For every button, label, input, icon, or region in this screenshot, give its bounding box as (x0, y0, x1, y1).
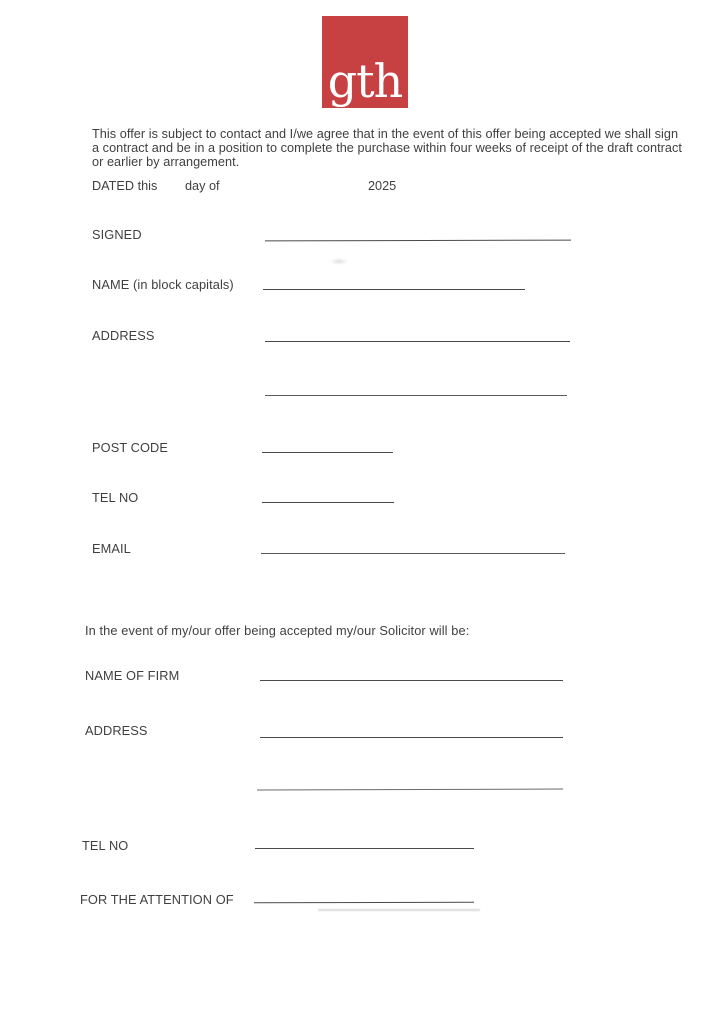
solicitor-intro-text: In the event of my/our offer being accepted my/our Solicitor will be: (85, 623, 470, 638)
signed-label: SIGNED (92, 227, 142, 242)
offer-terms-paragraph (92, 127, 683, 169)
dated-row (0, 179, 724, 195)
year-label: 2025 (368, 179, 397, 193)
day-of-label: day of (185, 179, 220, 193)
postcode-label: POST CODE (92, 440, 169, 455)
solicitor-tel-label: TEL NO (82, 838, 129, 853)
email-label: EMAIL (92, 541, 131, 556)
gth-logo (322, 16, 408, 108)
address-line-2 (265, 395, 567, 396)
solicitor-address-line-1 (260, 737, 563, 738)
dated-this-label: DATED this (92, 179, 158, 193)
attention-of-label: FOR THE ATTENTION OF (80, 892, 234, 907)
tel-line (262, 502, 394, 503)
scan-artifact-echo-line (318, 909, 480, 911)
name-label: NAME (in block capitals) (92, 277, 234, 292)
signed-line (265, 240, 571, 242)
address-label: ADDRESS (92, 328, 155, 343)
paragraph-line: This offer is subject to contact and I/we agree that in the event of this offer being accepted we shall sign (92, 127, 679, 141)
name-line (263, 289, 525, 290)
gth-logo-text: gth (327, 53, 403, 108)
paragraph-line: or earlier by arrangement. (92, 155, 240, 169)
email-line (261, 553, 565, 554)
solicitor-address-label: ADDRESS (85, 723, 148, 738)
solicitor-tel-line (255, 848, 474, 849)
attention-of-line (254, 902, 474, 903)
firm-name-line (260, 680, 563, 681)
tel-label: TEL NO (92, 490, 139, 505)
address-line-1 (265, 341, 570, 342)
postcode-line (262, 452, 393, 453)
firm-name-label: NAME OF FIRM (85, 668, 180, 683)
paragraph-line: a contract and be in a position to complete the purchase within four weeks of receipt of the draft contract (92, 141, 683, 155)
solicitor-address-line-2 (257, 789, 563, 791)
scan-artifact (330, 258, 348, 265)
